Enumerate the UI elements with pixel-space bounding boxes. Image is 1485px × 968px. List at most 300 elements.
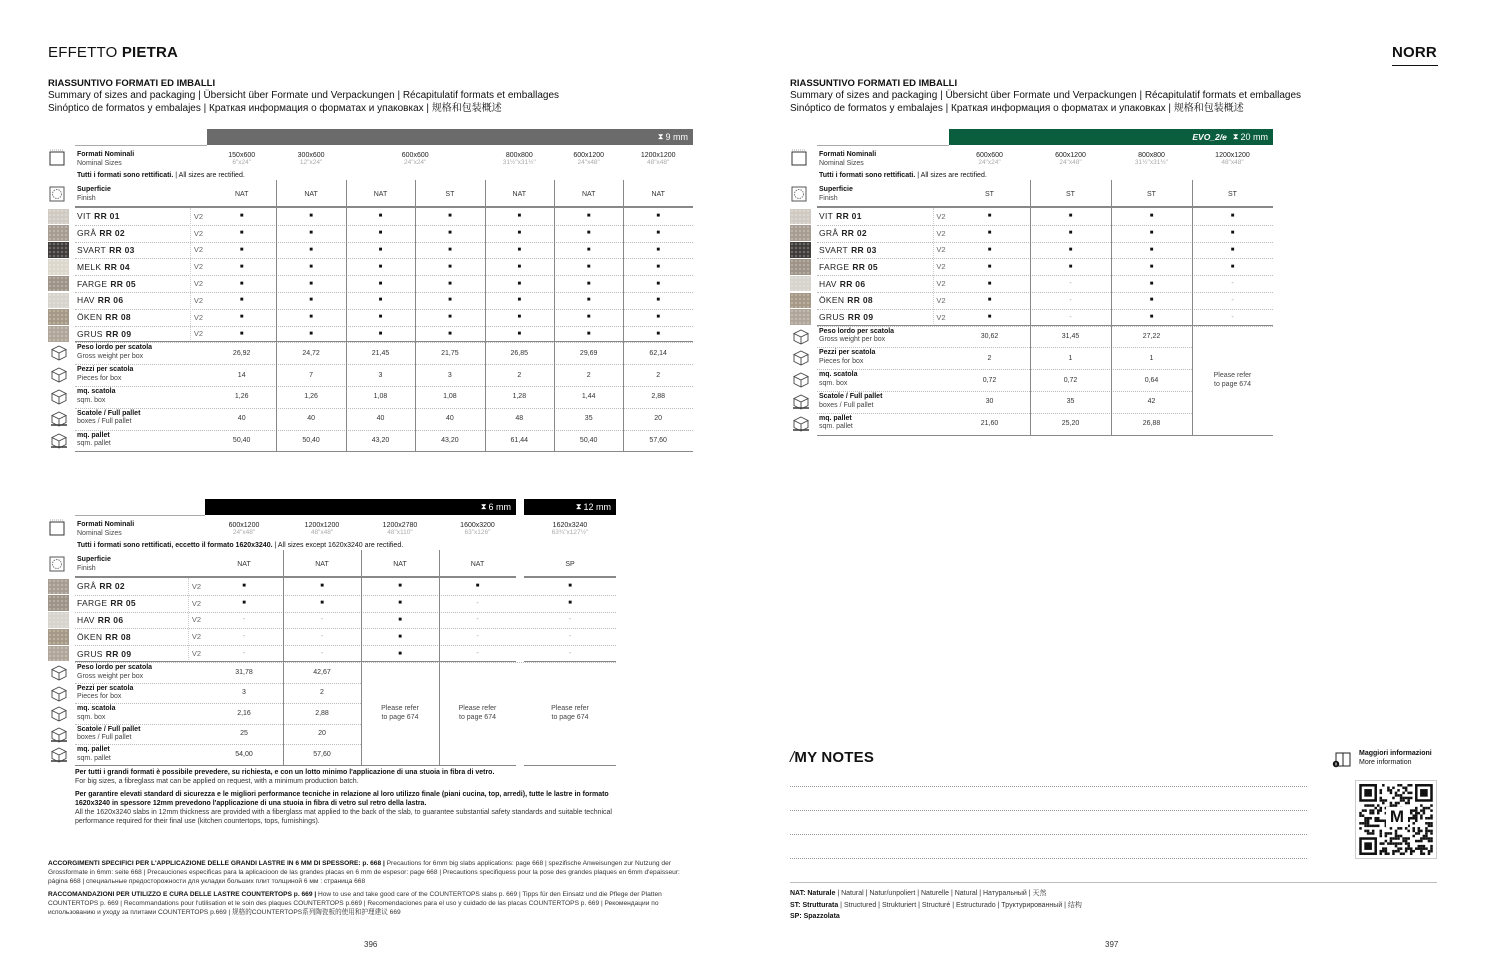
packaging-value: 43,20 — [441, 436, 459, 444]
packaging-label — [77, 726, 140, 743]
available-mark: ■ — [568, 600, 572, 607]
unavailable-mark: - — [320, 650, 324, 658]
size-header — [949, 149, 1030, 169]
material-swatch — [48, 309, 69, 325]
thickness-label: 12 mm — [583, 502, 611, 512]
footer-note-text: Precautions for 6mm big slabs applications: page 668 | spezifische Anweisungen zur Nutzung der Grossformate in 6mm: seite 668 | Precauciones especificas para la aplicacioon de las grandes placas en 6 mm de espesor: page 668 | Precautions specifiquess pour la pose des grandes plaques en 6mm d'epaisseur: página 668 | специальные предосторожности для укладки больших плит толщиной 6 мм : страница 668 — [48, 860, 680, 885]
heading-bold: RIASSUNTIVO FORMATI ED IMBALLI — [790, 78, 958, 89]
finish-value: NAT — [581, 191, 596, 198]
available-mark: ■ — [239, 213, 244, 220]
packaging-value: 3 — [447, 371, 452, 379]
available-mark: ■ — [378, 213, 383, 220]
packaging-label — [77, 705, 116, 722]
packaging-label — [77, 366, 133, 383]
big-format-notes — [75, 768, 620, 826]
available-mark: ■ — [448, 330, 452, 337]
finish-value: NAT — [304, 191, 318, 198]
available-mark: ■ — [517, 280, 522, 287]
notes-line[interactable] — [790, 858, 1307, 859]
material-color: ÖKEN — [819, 295, 845, 306]
size-inch: 48"x110" — [387, 529, 413, 536]
material-color: GRÅ — [77, 581, 97, 592]
big-format-note — [75, 768, 620, 786]
divider — [790, 882, 1437, 883]
available-mark: ■ — [239, 280, 244, 287]
packaging-value: 50,40 — [232, 436, 251, 444]
available-mark: ■ — [398, 650, 402, 657]
material-color: SVART — [77, 244, 107, 255]
unavailable-mark: - — [242, 650, 246, 658]
material-swatch — [48, 225, 69, 241]
packaging-label — [819, 393, 882, 410]
column-divider — [276, 180, 277, 451]
material-swatch — [48, 276, 69, 292]
finish-value: ST — [1066, 191, 1075, 198]
packaging-value: 40 — [307, 415, 315, 423]
qr-code[interactable] — [1355, 780, 1437, 859]
variation-badge: V2 — [191, 615, 202, 625]
material-swatch — [48, 293, 69, 309]
packaging-label-it: Pezzi per scatola — [77, 684, 134, 692]
packaging-label-it: Scatole / Full pallet — [77, 409, 141, 417]
rectified-note-en: | All sizes are rectified. — [915, 172, 987, 179]
material-code: RR 05 — [110, 278, 136, 289]
size-mm: 300x600 — [297, 152, 325, 159]
column-divider — [415, 180, 416, 451]
page-number-left: 396 — [364, 940, 378, 949]
available-mark: ■ — [309, 330, 313, 337]
available-mark: ■ — [1149, 230, 1154, 237]
box-sqm-icon — [49, 388, 69, 411]
notes-line[interactable] — [790, 834, 1307, 835]
packaging-value: 40 — [237, 415, 246, 423]
rectified-note-it: Tutti i formati sono rettificati. — [819, 172, 916, 179]
variation-badge: V2 — [193, 211, 204, 221]
pallet-boxes-icon — [791, 393, 811, 416]
size-inch: 31½"x31½" — [1134, 159, 1169, 166]
variation-badge: V2 — [193, 262, 204, 272]
size-mm: 600x600 — [976, 152, 1003, 159]
variation-badge: V2 — [193, 228, 204, 238]
packaging-value: 20 — [318, 730, 326, 738]
packaging-label-en: sqm. box — [77, 713, 106, 721]
column-divider — [361, 550, 362, 765]
variation-badge: V2 — [193, 329, 204, 339]
packaging-label-it: mq. pallet — [77, 746, 110, 753]
material-swatch — [790, 242, 811, 258]
variation-badge: V2 — [936, 279, 946, 289]
packaging-value: 0,64 — [1144, 376, 1159, 384]
column-divider — [485, 180, 486, 451]
legend-key: NAT: Naturale — [790, 890, 836, 897]
packaging-value: 0,72 — [1063, 376, 1078, 384]
packaging-value: 42,67 — [313, 668, 331, 676]
packaging-label-en: sqm. box — [77, 396, 106, 404]
material-color: SVART — [819, 244, 849, 255]
available-mark: ■ — [656, 230, 660, 237]
heading-line2: Sinóptico de formatos y embalajes | Краткая информация о форматах и упаковках | 规格和包装概述 — [790, 102, 1244, 114]
finish-value: NAT — [237, 561, 251, 568]
nominal-size-icon — [790, 149, 808, 172]
unavailable-mark: - — [1231, 313, 1234, 321]
material-color: ÖKEN — [77, 631, 103, 642]
unavailable-mark: - — [1069, 296, 1072, 304]
material-code: RR 08 — [105, 631, 131, 642]
size-inch: 48"x48" — [647, 159, 670, 166]
page-title-right — [1392, 44, 1437, 61]
available-mark: ■ — [309, 246, 313, 253]
available-mark: ■ — [517, 314, 522, 321]
legend-key: ST: Strutturata — [790, 901, 839, 909]
box-weight-icon — [49, 344, 69, 367]
packaging-value: 43,20 — [371, 436, 390, 444]
refer-to-page-note: Please refer to page 674 — [458, 705, 497, 722]
available-mark: ■ — [378, 263, 383, 270]
big-format-note — [75, 790, 620, 826]
packaging-value: 1,26 — [304, 393, 318, 401]
available-mark: ■ — [987, 297, 992, 304]
heading-line1: Summary of sizes and packaging | Übersicht über Formate und Verpackungen | Récapitulatif formats et emballages — [790, 90, 1302, 102]
size-header — [361, 519, 439, 539]
finish-value: NAT — [315, 561, 329, 568]
size-header — [524, 519, 616, 539]
size-mm: 600x1200 — [1055, 152, 1086, 159]
footer-note-text: How to use and take good care of the COUNTERTOPS slabs p. 669 | Tipps für den Einsatz und die Pflege der Platten COUNTERTOPS p. 669 | Recommandations pour l'utilisation et le soin des plaques COUNTERTOPS p.669 | Recomendaciones para el uso y cuidado de las placas COUNTERTOPS p. 669 | Рекомендации по использованию и уходу за плитами COUNTERTOPS p.669 | 规格的COUNTERTOPS系列陶瓷板的使用和护理建议 669 — [48, 891, 662, 916]
available-mark: ■ — [656, 246, 660, 253]
available-mark: ■ — [320, 600, 324, 607]
available-mark: ■ — [378, 314, 383, 321]
material-name — [819, 208, 862, 225]
packaging-value: 30 — [985, 398, 994, 406]
unavailable-mark: - — [242, 633, 246, 641]
material-swatch — [48, 595, 69, 611]
size-mm: 150x600 — [228, 152, 256, 159]
packaging-value: 50,40 — [579, 436, 598, 444]
more-info[interactable] — [1359, 749, 1432, 767]
sizes-label-it: Formati Nominali — [77, 521, 135, 528]
available-mark: ■ — [586, 330, 591, 337]
variation-badge: V2 — [193, 312, 204, 322]
packaging-label — [819, 328, 894, 345]
sizes-label-it: Formati Nominali — [77, 151, 135, 158]
thickness-label: 20 mm — [1240, 132, 1268, 142]
available-mark: ■ — [378, 330, 383, 337]
available-mark: ■ — [1149, 280, 1154, 287]
thickness-bar — [949, 129, 1273, 145]
available-mark: ■ — [309, 230, 313, 237]
material-name — [77, 595, 136, 612]
available-mark: ■ — [1230, 246, 1235, 253]
variation-badge: V2 — [191, 581, 202, 591]
packaging-value: 1 — [1149, 354, 1154, 362]
size-inch: 24"x24" — [978, 159, 1001, 166]
column-divider — [1111, 180, 1112, 435]
material-swatch — [790, 259, 811, 275]
unavailable-mark: - — [476, 650, 479, 658]
note-bold: Per tutti i grandi formati è possibile prevedere, su richiesta, e con un lotto minimo l'applicazione di una stuoia in fibra di vetro. — [75, 769, 495, 776]
available-mark: ■ — [517, 230, 522, 237]
table-bottom — [75, 765, 516, 766]
available-mark: ■ — [1230, 263, 1235, 270]
finish-label-en: Finish — [77, 194, 96, 202]
refer-to-page-note: Please refer to page 674 — [1213, 372, 1252, 389]
finish-label-it: Superficie — [819, 186, 853, 193]
packaging-label-it: Pezzi per scatola — [77, 366, 134, 374]
size-header — [554, 149, 623, 169]
packaging-label-it: Peso lordo per scatola — [77, 664, 153, 671]
footer-note-bold: ACCORGIMENTI SPECIFICI PER L'APPLICAZIONE DELLE GRANDI LASTRE IN 6 MM DI SPESSORE: p. 668 | — [48, 860, 385, 867]
packaging-value: 29,69 — [579, 349, 598, 357]
packaging-value: 3 — [242, 689, 246, 697]
finish-label-it: Superficie — [77, 186, 111, 193]
box-pieces-icon — [791, 349, 811, 372]
pallet-boxes-icon — [49, 410, 69, 433]
packaging-label-it: Peso lordo per scatola — [77, 344, 153, 352]
size-mm: 1200x1200 — [1215, 152, 1250, 159]
material-name — [819, 309, 873, 326]
variation-badge: V2 — [193, 295, 204, 305]
thickness-icon: ⧗ — [575, 502, 582, 511]
material-name — [77, 292, 123, 309]
size-inch: 31½"x31½" — [502, 159, 536, 166]
rectified-note-it: Tutti i formati sono rettificati, eccetto il formato 1620x3240. — [77, 542, 273, 549]
page-number-right: 397 — [1105, 940, 1119, 949]
unavailable-mark: - — [1069, 280, 1072, 288]
available-mark: ■ — [242, 583, 246, 590]
packaging-value: 25 — [240, 730, 248, 738]
available-mark: ■ — [517, 297, 522, 304]
packaging-label — [819, 371, 858, 388]
unavailable-mark: - — [1231, 280, 1234, 288]
more-info-en: More information — [1359, 759, 1412, 766]
available-mark: ■ — [517, 330, 522, 337]
variation-badge: V2 — [936, 245, 946, 255]
packaging-value: 57,60 — [649, 436, 667, 444]
material-color: HAV — [819, 278, 837, 289]
thickness-label: 9 mm — [665, 132, 688, 142]
variation-badge: V2 — [936, 312, 946, 322]
thickness-bar — [205, 499, 516, 515]
material-code: RR 04 — [104, 261, 130, 272]
packaging-value: 21,60 — [980, 420, 999, 428]
table-bottom — [75, 451, 693, 452]
size-inch: 6"x24" — [232, 159, 252, 166]
material-code: RR 02 — [99, 228, 125, 239]
available-mark: ■ — [1230, 230, 1235, 237]
thickness-bar — [207, 129, 693, 145]
packaging-value: 2,16 — [237, 709, 251, 717]
finish-value: SP — [565, 561, 575, 568]
available-mark: ■ — [239, 297, 244, 304]
summary-heading-left — [48, 78, 559, 115]
packaging-label — [77, 432, 111, 449]
variation-badge: V2 — [936, 262, 946, 272]
table-bottom — [524, 765, 616, 766]
packaging-value: 1 — [1068, 354, 1073, 362]
available-mark: ■ — [568, 583, 572, 590]
packaging-label-en: boxes / Full pallet — [77, 734, 132, 741]
material-code: RR 08 — [847, 295, 873, 306]
material-color: GRUS — [77, 328, 103, 339]
finish-label — [77, 186, 111, 203]
size-mm: 1600x3200 — [460, 522, 495, 529]
finish-value: ST — [1147, 191, 1156, 198]
available-mark: ■ — [656, 314, 660, 321]
material-name — [77, 326, 131, 343]
size-inch: 24"x48" — [577, 159, 600, 166]
variant-col-divider — [190, 208, 191, 342]
material-swatch — [790, 225, 811, 241]
rectified-note-en: | All sizes except 1620x3240 are rectified. — [272, 542, 404, 549]
packaging-label — [819, 349, 875, 366]
heading-bold: RIASSUNTIVO FORMATI ED IMBALLI — [48, 78, 216, 89]
available-mark: ■ — [1149, 246, 1154, 253]
thickness-bar — [524, 499, 616, 515]
packaging-value: 35 — [1066, 398, 1075, 406]
available-mark: ■ — [309, 280, 313, 287]
packaging-label-it: mq. scatola — [819, 371, 858, 379]
sizes-label-en: Nominal Sizes — [77, 159, 122, 167]
packaging-value: 40 — [445, 415, 454, 423]
rectified-note — [77, 542, 403, 549]
heading-line1: Summary of sizes and packaging | Übersicht über Formate und Verpackungen | Récapitulatif formats et emballages — [48, 90, 560, 102]
variation-badge: V2 — [193, 279, 204, 289]
material-code: RR 02 — [99, 581, 125, 592]
unavailable-mark: - — [476, 633, 479, 641]
material-code: RR 05 — [110, 598, 136, 609]
packaging-value: 14 — [237, 371, 246, 379]
material-code: RR 09 — [105, 648, 132, 659]
size-inch: 24"x24" — [404, 159, 427, 166]
bar-baseline — [75, 145, 207, 146]
packaging-label — [77, 388, 116, 405]
packaging-label-en: Gross weight per box — [77, 672, 144, 680]
packaging-value: 30,62 — [980, 332, 999, 340]
packaging-label-en: sqm. pallet — [77, 754, 111, 762]
variation-badge: V2 — [191, 649, 202, 659]
available-mark: ■ — [398, 583, 402, 590]
column-divider — [283, 550, 284, 765]
material-name — [819, 292, 873, 309]
size-header — [485, 149, 554, 169]
available-mark: ■ — [656, 213, 660, 220]
packaging-label-en: Gross weight per box — [819, 336, 886, 344]
finish-value: NAT — [512, 191, 527, 198]
unavailable-mark: - — [476, 616, 479, 624]
variant-col-divider — [933, 208, 934, 326]
packaging-label — [819, 415, 853, 432]
nominal-size-icon — [48, 519, 66, 542]
material-swatch — [48, 629, 69, 645]
packaging-label-it: Pezzi per scatola — [819, 349, 876, 357]
packaging-value: 61,44 — [510, 436, 529, 444]
size-mm: 800x800 — [505, 152, 533, 159]
finish-label — [77, 556, 111, 573]
box-pieces-icon — [49, 366, 69, 389]
packaging-value: 57,60 — [313, 750, 331, 758]
finish-value: NAT — [234, 191, 249, 198]
bar-baseline — [75, 515, 205, 516]
finish-icon — [49, 556, 65, 577]
variation-badge: V2 — [936, 228, 946, 238]
size-mm: 1200x1200 — [304, 522, 340, 529]
material-code: RR 06 — [97, 295, 124, 306]
size-inch: 63"x126" — [464, 529, 491, 536]
notes-line[interactable] — [790, 786, 1307, 787]
notes-line[interactable] — [790, 810, 1307, 811]
unavailable-mark: - — [320, 616, 324, 624]
packaging-value: 50,40 — [302, 436, 320, 444]
packaging-label-it: Scatole / Full pallet — [819, 393, 883, 400]
material-swatch — [790, 309, 811, 325]
packaging-label-it: Peso lordo per scatola — [819, 327, 895, 335]
packaging-value: 31,78 — [235, 668, 253, 676]
available-mark: ■ — [586, 230, 591, 237]
refer-to-page-note: Please refer to page 674 — [551, 705, 589, 722]
available-mark: ■ — [448, 246, 452, 253]
packaging-label — [77, 410, 140, 427]
material-color: HAV — [77, 614, 95, 625]
variation-badge: V2 — [191, 598, 202, 608]
packaging-label-en: Pieces for box — [77, 693, 122, 700]
available-mark: ■ — [309, 297, 313, 304]
packaging-label-en: boxes / Full pallet — [77, 418, 132, 426]
finish-value: NAT — [373, 191, 388, 198]
available-mark: ■ — [517, 263, 522, 270]
available-mark: ■ — [309, 314, 313, 321]
my-notes-title — [790, 749, 874, 766]
box-weight-icon — [791, 328, 811, 351]
material-swatch — [48, 242, 69, 258]
variation-badge: V2 — [193, 245, 204, 255]
material-name — [77, 208, 120, 225]
available-mark: ■ — [448, 230, 452, 237]
material-color: VIT — [77, 211, 92, 222]
finish-value: ST — [985, 191, 994, 198]
packaging-value: 1,44 — [581, 393, 596, 401]
unavailable-mark: - — [476, 599, 479, 607]
available-mark: ■ — [586, 213, 591, 220]
packaging-value: 2,88 — [651, 393, 665, 401]
packaging-value: 20 — [654, 415, 663, 423]
column-divider — [439, 550, 440, 765]
available-mark: ■ — [448, 297, 452, 304]
finish-label-it: Superficie — [77, 556, 111, 563]
size-mm: 1200x1200 — [640, 152, 676, 159]
pallet-sqm-icon — [49, 746, 69, 769]
material-color: MELK — [77, 261, 102, 272]
packaging-value: 1,28 — [512, 393, 527, 401]
packaging-label-it: mq. scatola — [77, 705, 116, 712]
material-swatch — [48, 326, 69, 342]
packaging-label-en: boxes / Full pallet — [819, 401, 874, 409]
column-divider — [346, 180, 347, 451]
available-mark: ■ — [475, 583, 480, 590]
available-mark: ■ — [242, 600, 246, 607]
size-header — [1111, 149, 1192, 169]
legend-text: | Natural | Natur/unpoliert | Naturelle | Natural | Натуральный | 天然 — [835, 890, 1047, 897]
material-code: RR 08 — [105, 312, 131, 323]
material-code: RR 03 — [851, 244, 877, 255]
packaging-value: 3 — [378, 371, 383, 379]
legend-key: SP: Spazzolata — [790, 913, 840, 920]
material-name — [77, 275, 136, 292]
available-mark: ■ — [398, 616, 402, 623]
available-mark: ■ — [448, 314, 452, 321]
unavailable-mark: - — [1069, 313, 1072, 321]
available-mark: ■ — [1149, 263, 1154, 270]
available-mark: ■ — [517, 246, 522, 253]
